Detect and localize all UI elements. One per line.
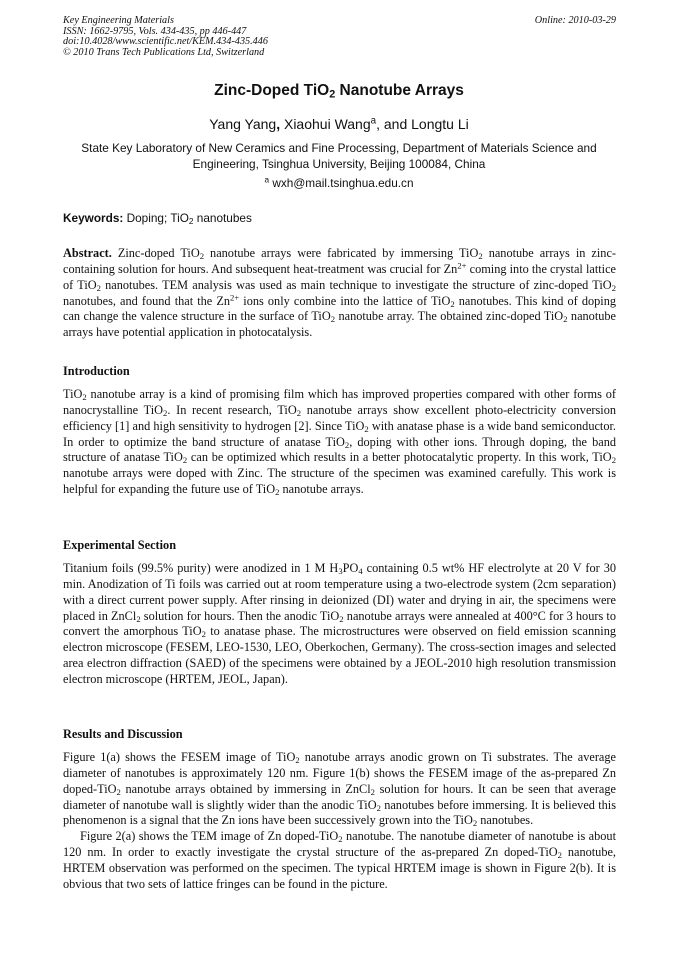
author-1: Yang Yang xyxy=(209,116,277,132)
online-date: Online: 2010-03-29 xyxy=(534,15,616,26)
paper-title: Zinc-Doped TiO$_2$ Nanotube Arrays xyxy=(214,82,464,101)
section-heading-experimental: Experimental Section xyxy=(63,538,177,552)
experimental-text: Titanium foils (99.5% purity) were anodized in 1 M $H_3PO_4$ containing 0.5 wt% HF electrolyte at 20 V for 30 min. Anodization of Ti foils was carried out at room temperature using a two-electrode system (2cm separation) with a direct current power supply. After rinsing in deionized (DI) water and drying in air, the specimens were placed in ZnCl$_2$ solution for hours. Then the anodic TiO$_2$ nanotube arrays were annealed at 400°C for 3 hours to convert the amorphous TiO$_2$ to anatase phase. The microstructures were observed on field emission scanning electron microscope (FESEM, LEO-1530, LEO, Oberkochen, Germany). The cross-section images and selected area electron diffraction (SAED) of the specimens were obtained by a JEOL-2010 high resolution transmission electron microscope (HRTEM, JEOL, Japan). xyxy=(63,561,616,686)
author-list: Yang Yang, Xiaohui Wang$^a$, and Longtu Li xyxy=(209,115,469,132)
journal-name: Key Engineering Materials xyxy=(63,15,174,26)
author-2: Xiaohui Wang xyxy=(283,116,371,132)
results-text: Figure 1(a) shows the FESEM image of TiO$_2$ nanotube arrays anodic grown on Ti substrates. The average diameter of nanotubes is approximately 120 nm. Figure 1(b) shows the FESEM image of the as-prepared Zn doped-TiO$_2$ nanotube arrays obtained by immersing in ZnCl$_2$ solution for hours. It can be seen that average diameter of nanotube wall is slightly wider than the anodic TiO$_2$ nanotubes before immersing. It is believed this phenomenon is a signal that the Zn ions have been successively grown into the TiO$_2$ nanotubes. Figure 2(a) shows the TEM image of Zn doped-TiO$_2$ nanotube. The nanotube diameter of nanotube is about 120 nm. In order to exactly investigate the crystal structure of the as-prepared Zn doped-TiO$_2$ nanotube, HRTEM observation was performed on the specimen. The typical HRTEM image is shown in Figure 2(b). It is obvious that two sets of lattice fringes can be found in the picture. xyxy=(63,750,616,891)
author-3: and Longtu Li xyxy=(383,116,469,132)
introduction-text: TiO$_2$ nanotube array is a kind of promising film which has improved properties compared with other forms of nanocrystalline TiO$_2$. In recent research, TiO$_2$ nanotube arrays show excellent photo-electricity conversion efficiency [1] and high sensitivity to hydrogen [2]. Since TiO$_2$ with anatase phase is a wide band semiconductor. In order to optimize the band structure of anatase TiO$_2$, doping with other ions. Through doping, the band structure of anatase TiO$_2$ can be optimized which results in a better photocatalytic property. In this work, TiO$_2$ nanotube arrays were doped with Zinc. The structure of the specimen was examined carefully. This work is helpful for expanding the future use of TiO$_2$ nanotube arrays. xyxy=(63,387,616,498)
journal-info xyxy=(63,16,268,58)
corresponding-email: $^a$ wxh@mail.tsinghua.edu.cn xyxy=(264,175,414,190)
affiliation: State Key Laboratory of New Ceramics and Fine Processing, Department of Materials Science and Engineering, Tsinghua University, Beijing 100084, China xyxy=(81,141,597,171)
journal-doi: doi:10.4028/www.scientific.net/KEM.434-435.446 xyxy=(63,36,268,47)
section-heading-introduction: Introduction xyxy=(63,364,130,378)
abstract: Abstract. Zinc-doped TiO$_2$ nanotube arrays were fabricated by immersing TiO$_2$ nanotube arrays in zinc-containing solution for hours. And subsequent heat-treatment was crucial for $Zn^{2+}$ coming into the crystal lattice of TiO$_2$ nanotubes. TEM analysis was used as main technique to investigate the structure of zinc-doped TiO$_2$ nanotubes, and found that the $Zn^{2+}$ ions only combine into the lattice of TiO$_2$ nanotubes. This kind of doping can change the valence structure in the surface of TiO$_2$ nanotube array. The obtained zinc-doped TiO$_2$ nanotube arrays have potential application in photocatalysis. xyxy=(63,246,616,340)
journal-issn: ISSN: 1662-9795, Vols. 434-435, pp 446-447 xyxy=(63,25,247,37)
section-heading-results: Results and Discussion xyxy=(63,727,183,741)
keywords: Keywords: Doping; TiO$_2$ nanotubes xyxy=(63,211,252,227)
journal-copyright: © 2010 Trans Tech Publications Ltd, Switzerland xyxy=(63,46,265,58)
